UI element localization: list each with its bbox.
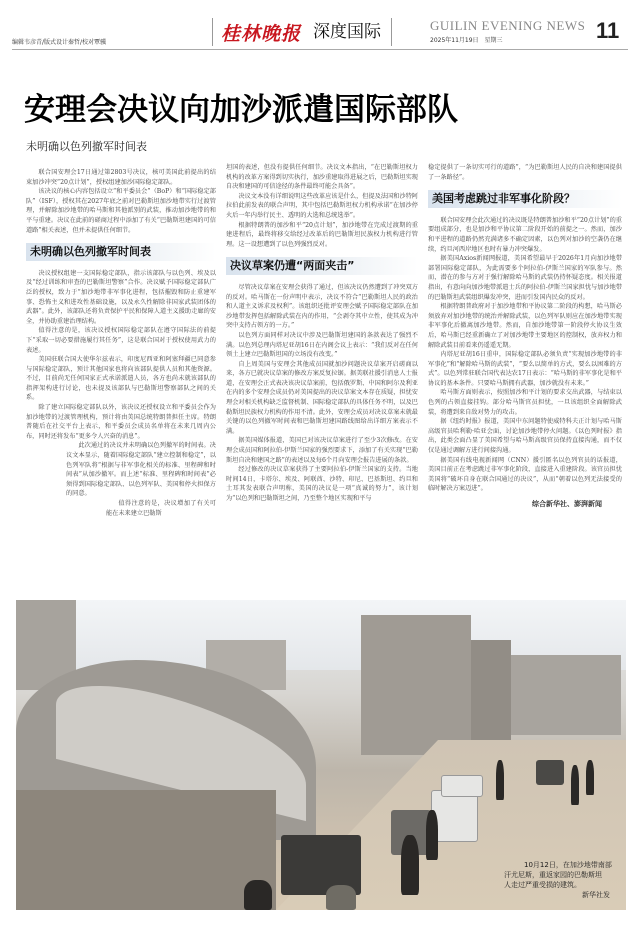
photo-caption: [504, 860, 624, 900]
caption-line: 汗尤尼斯，重返家园的巴勒斯坦: [504, 871, 602, 879]
person: [326, 885, 356, 910]
paragraph: 尽管决议草案在安理会获得了通过，但该决议仍然遭到了冲突双方的反对。哈马斯在一份声明中表示，决议不符合“巴勒斯坦人民的政治和人道主义诉求及权利”。该组织还批评安理会赋予国际稳定部队在加沙地带发挥包括解除武装在内的作用，“会剥夺其中立性，使其成为冲突中支持占领方的一方。”: [226, 283, 418, 330]
paragraph: 以色列方面同样对决议中涉及巴勒斯坦建国的条款表达了强烈不满。以色列总理内塔尼亚胡16日在内阁会议上表示：“我们反对在任何领土上建立巴勒斯坦国的立场没有改变。”: [226, 331, 418, 359]
ruined-building: [511, 655, 621, 735]
paragraph: 据《纽约时报》报道，美国中东问题特使威特科夫正计划与哈马斯高级官员哈利勒·哈亚会面，讨论加沙地带停火问题。《以色列时报》指出，此类会面凸显了美国希望与哈马斯高级官员保持直接沟通，而不仅仅是通过调解方进行间接沟通。: [428, 418, 622, 455]
section-heading: 未明确以色列撤军时间表: [26, 243, 216, 261]
issue-date: 2025年11月19日 星期三: [430, 37, 503, 44]
car: [536, 760, 564, 785]
masthead-divider: [12, 49, 628, 50]
source-credit: 综合新华社、澎湃新闻: [532, 500, 602, 508]
person: [426, 810, 438, 860]
rubble-pile: [16, 790, 276, 910]
paragraph: 稳定提供了一条切实可行的道路”，“为巴勒斯坦人民的自决和建国提供了一条路径”。: [428, 164, 622, 181]
caption-line: 人走过严重受损的建筑。: [504, 881, 581, 889]
caption-line: 10月12日，在加沙地带南部: [524, 861, 612, 869]
masthead: [0, 0, 640, 50]
paragraph: 据美国媒体报道，美国已对该决议草案进行了至少3次修改。在安理会成员国和阿拉伯-伊斯兰国家的强烈要求下，添加了有关实现“巴勒斯坦自决和建国之路”的表述以及每6个月向安理会报告进展的条款。: [226, 437, 418, 464]
paragraph: 哈马斯方面则表示，按照加沙和平计划的要求交出武器，与结束以色列的占领直接挂钩。部分哈马斯官员担忧，一旦该组织全面解除武装，将遭到来自敌对势力的攻击。: [428, 389, 622, 416]
paragraph: 除了建立国际稳定部队以外，该决议还授权设立和平委员会作为加沙地带的过渡管理机构，预计将由美国总统特朗普担任主席。特朗普随后在社交平台上表示，和平委员会成员名单将在未来几周内公布，同时还将发布“更多令人兴奋的消息”。: [26, 404, 216, 440]
person: [496, 760, 504, 800]
paragraph: 联合国安理会17日通过第2803号决议，核可美国此前提出的结束加沙冲突“20点计划”，授权组建加沙国际稳定部队。: [26, 169, 216, 186]
person: [244, 880, 272, 910]
section-heading: 决议草案仍遭“两面夹击”: [226, 257, 418, 275]
paragraph: 据美国有线电视新闻网（CNN）援引匿名以色列官员的话报道，美国目前正在考虑跳过非军事化阶段，直接进入重建阶段。该官员担忧美国将“破坏自身在联合国通过的决议”，从而“朝着以色列无法接受的临时解决方案迈进”。: [428, 456, 622, 493]
english-name: GUILIN EVENING NEWS: [430, 18, 586, 33]
newspaper-logo: 桂林晚报: [221, 22, 302, 45]
paragraph: 内塔尼亚胡16日重申，国际稳定部队必须负责“实现加沙地带的非军事化”和“解除哈马斯的武装”，“要么以简单的方式，要么以困难的方式”。以色列常驻联合国代表达农17日表示：“哈马斯的非军事化是和平协议的基本条件。只要哈马斯拥有武器，加沙就没有未来。”: [428, 351, 622, 387]
article-headline: 安理会决议向加沙派遣国际部队: [24, 92, 458, 128]
section-title: 深度国际: [313, 18, 392, 46]
page-number: 11: [596, 18, 620, 43]
paragraph: 根据特朗普政府对于加沙地带和平协议第二阶段的构想，哈马斯必须放弃对加沙地带的统治并解除武装，以色列军队则应在加沙地带实现非军事化后撤离加沙地带。然而，自加沙地带第一阶段停火协议生效后，哈马斯已经重新确立了对加沙地带主要地区的控制权，放弃权力和解除武装目前看来仍遥遥无期。: [428, 303, 622, 349]
person: [586, 760, 594, 795]
paragraph: 据美国Axios新闻网报道，美国希望最早于2026年1月向加沙地带部署国际稳定部队，为此需要多个阿拉伯-伊斯兰国家的军队参与。然而，潜在的参与方对于强行解除哈马斯的武装仍持怀疑态度。相关报道指出，有意向向加沙地带派遣士兵的阿拉伯-伊斯兰国家担忧与加沙地带的巴勒斯坦武装组织爆发冲突，进而引发国内民众的反对。: [428, 255, 622, 301]
ruined-building: [361, 615, 471, 755]
article-column-2: [226, 163, 418, 504]
masthead-brand: [212, 18, 392, 46]
paragraph: 值得注意的是，该决议授权国际稳定部队在遵守国际法的前提下“采取一切必要措施履行其任务”，这是联合国对于授权使用武力的表述。: [26, 327, 216, 354]
car: [441, 775, 483, 797]
paragraph: 联合国安理会此次通过的决议既是特朗普加沙和平“20点计划”的重要组成部分，也是加沙和平协议第二阶段开始的前提之一。然而，加沙和平进程的道路仍然充满诸多不确定因素，以色列对加沙的空袭仍在继续，约旦河西岸地区也时有暴力冲突爆发。: [428, 216, 622, 253]
paragraph: 根据特朗普的加沙和平“20点计划”，加沙地带在完成过渡期的重建进程后，最终将移交给经过改革后的巴勒斯坦民族权力机构进行管理。这一设想遭到了以色列强烈反对。: [226, 221, 418, 248]
article-column-3: [428, 163, 622, 510]
person: [571, 765, 579, 805]
caption-source: 新华社发: [582, 891, 610, 899]
ruined-building: [471, 640, 511, 750]
section-heading: 美国考虑跳过非军事化阶段？: [428, 190, 622, 208]
article-subheadline: 未明确以色列撤军时间表: [26, 140, 147, 153]
paragraph: 美国驻联合国大使华尔兹表示，印度尼西亚和阿塞拜疆已同意参与国际稳定部队，预计其他国家也将向该部队提供人员和其他资源。不过，目前尚无任何国家正式承诺派遣人员，各方也尚未就该部队的指挥架构进行讨论，也未提及该部队与巴勒斯坦警察部队之间的关系。: [26, 356, 216, 402]
paragraph: 该决议的核心内容包括设立“和平委员会”（BoP）和“国际稳定部队”（ISF），授权其在2027年底之前对巴勒斯坦加沙地带实行过渡管理，并解除加沙地带的哈马斯和其他派别的武装，推动加沙地带的和平与重建。决议在此前的磋商过程中添加了有关“巴勒斯坦建国的可信道路”相关表述，但并未提供任何细节。: [26, 188, 216, 234]
person: [401, 835, 419, 895]
car: [431, 790, 478, 842]
paragraph: 此次通过的决议并未明确以色列撤军的时间表。决议文本显示，随着国际稳定部队“建立控制和稳定”，以色列军队将“根据与非军事化相关的标准、里程碑和时间表”从加沙撤军。而上述“标准、里程碑和时间表”必须得到国际稳定部队、以色列军队、美国和停火担保方的同意。: [66, 442, 216, 498]
paragraph: 值得注意的是，决议增加了有关可能在未来建立巴勒斯: [106, 500, 216, 517]
paragraph: 决议文本没有详细说明这些改革应该是什么，但提及法国和沙特阿拉伯此前发表的联合声明，其中包括巴勒斯坦权力机构承诺“在加沙停火后一年内举行民主、透明的大选和总统选举”。: [226, 192, 418, 219]
paragraph: 自上周美国与安理会其他成员国就加沙问题决议草案开启磋商以来，各方已就决议草案的修改方案反复拉锯。据美联社援引消息人士报道，在安理会正式表决该决议草案前，包括俄罗斯、中国和阿尔及利亚在内的多个安理会成员仍对美国提出的决议草案文本存在质疑，担忧安理会对相关机构缺乏监督机制、国际稳定部队的具体任务不明，以及巴勒斯坦民族权力机构的作用不清。此外，安理会成员对决议草案未就最关键的以色列撤军时间表和巴勒斯坦建国路线图给出详细方案表示不满。: [226, 360, 418, 435]
editor-credits: 编辑韦彦青/版式设计秦哲/校对覃骥: [12, 39, 107, 46]
paragraph: 经过修改的决议草案获得了主要阿拉伯-伊斯兰国家的支持。当地时间14日，卡塔尔、埃及、阿联酋、沙特、印尼、巴基斯坦、约旦和土耳其发表联合声明称，美国的决议是一项“真诚的努力”，该计划为“以色列和巴勒斯坦之间，乃至整个地区实现和平与: [226, 466, 418, 502]
paragraph: 决议授权组建一支国际稳定部队，指示该部队与以色列、埃及以及“经过训练和审查的巴勒斯坦警察”合作。决议赋予国际稳定部队广泛的授权，致力于“加沙地带非军事化进程，包括摧毁和防止重建军事、恐怖主义和进攻性基础设施，以及永久性解除非国家武装团体的武器”。此外，该部队还将负责保护平民和保障人道主义援助走廊的安全，并协助重建治理结构。: [26, 269, 216, 325]
article-column-1: [26, 168, 216, 518]
paragraph: 坦国的表述，但没有提供任何细节。决议文本指出，“在巴勒斯坦权力机构的改革方案得到切实执行，加沙重建取得进展之后，巴勒斯坦实现自决和建国的可信途径的条件最终可能会具备”。: [226, 164, 418, 191]
